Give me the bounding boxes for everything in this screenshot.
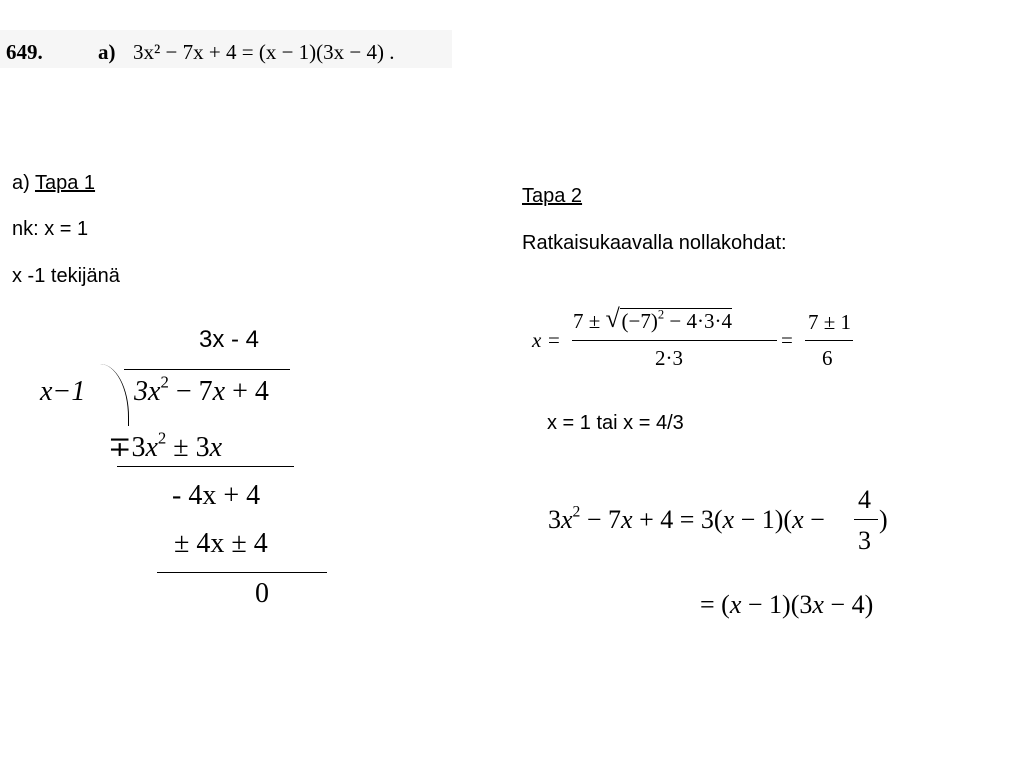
- root-note: nk: x = 1: [12, 218, 89, 240]
- factored-frac-den: 3: [858, 526, 871, 555]
- formula-equals: =: [781, 328, 793, 352]
- division-bracket: [100, 364, 129, 426]
- sqrt-group: [605, 304, 733, 334]
- formula-numerator: [573, 304, 733, 334]
- method1-heading: [12, 172, 95, 195]
- division-step1: $\mp 3x^2 \pm 3x$: [108, 428, 223, 463]
- formula-radicand: $(-7)^2 - 4\cdot 3\cdot 4$: [621, 307, 733, 333]
- sqrt-icon: √: [605, 304, 620, 333]
- formula-simplified-line: [805, 340, 853, 341]
- method2-title: Tapa 2: [522, 185, 583, 207]
- division-step2: ± 4x ± 4: [174, 528, 268, 559]
- division-remainder1: - 4x + 4: [172, 480, 261, 511]
- formula-fraction-line: [572, 340, 777, 341]
- division-rule-1: [117, 466, 294, 467]
- problem-equation: 3x² − 7x + 4 = (x − 1)(3x − 4) .: [133, 40, 395, 64]
- factored-left: $3x^2 - 7x + 4 = 3(x - 1)(x$ −: [548, 503, 825, 534]
- formula-denominator: 2·3: [655, 346, 683, 370]
- problem-number: 649.: [6, 40, 43, 64]
- factored-frac-num: 4: [858, 485, 871, 514]
- division-dividend: $3x^2 - 7x + 4$: [134, 372, 269, 407]
- formula-numerator-prefix: 7 ±: [573, 309, 601, 333]
- formula-simplified-denominator: 6: [822, 346, 833, 370]
- formula-lhs: x =: [532, 328, 561, 352]
- part-label: a): [98, 40, 116, 64]
- final-factored: = (x − 1)(3x − 4): [700, 590, 874, 619]
- division-top-line: [124, 369, 290, 370]
- factored-close: ): [879, 505, 888, 534]
- method2-intro: Ratkaisukaavalla nollakohdat:: [522, 232, 787, 254]
- division-rule-2: [157, 572, 327, 573]
- method1-title: Tapa 1: [34, 172, 96, 194]
- factor-note: x -1 tekijänä: [12, 265, 120, 287]
- factored-frac-line: [854, 519, 878, 520]
- division-final-remainder: 0: [255, 578, 269, 609]
- method1-prefix: a): [12, 172, 35, 194]
- roots-result: x = 1 tai x = 4/3: [547, 412, 684, 434]
- division-divisor: x−1: [40, 376, 86, 407]
- formula-simplified-numerator: 7 ± 1: [808, 310, 852, 334]
- division-quotient: 3x - 4: [199, 326, 260, 353]
